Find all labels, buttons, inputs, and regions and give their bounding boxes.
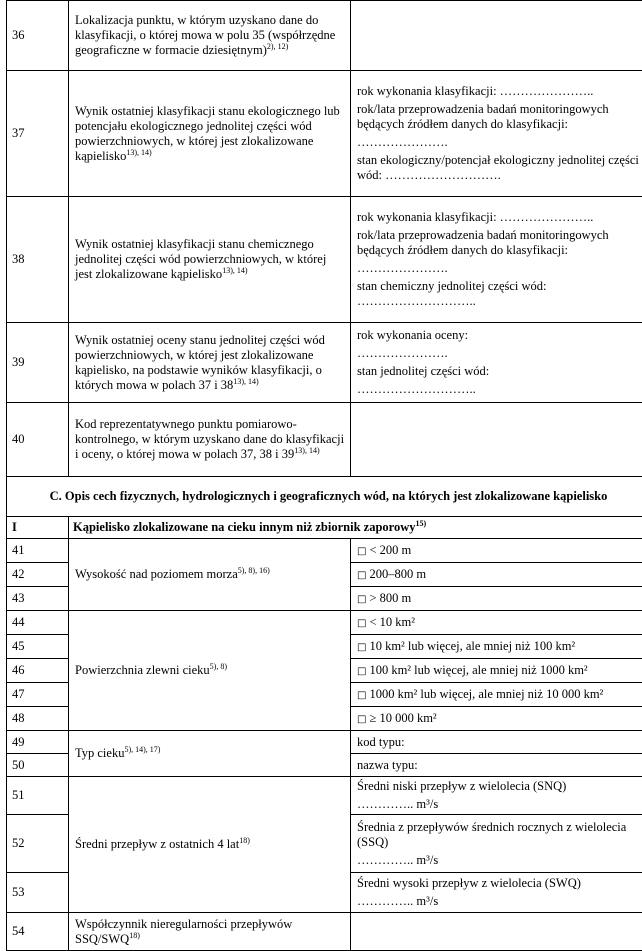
- field-number: [7, 197, 69, 323]
- field-row: [7, 197, 642, 323]
- value-line: Średni wysoki przepływ z wielolecia (SWQ): [357, 876, 642, 891]
- group-description: [69, 539, 351, 611]
- value-line: stan jednolitej części wód:: [357, 364, 642, 379]
- checkbox-option[interactable]: [357, 711, 437, 725]
- checkbox-label: 10 km² lub więcej, ale mniej niż 100 km²: [369, 639, 575, 653]
- field-description-text: Lokalizacja punktu, w którym uzyskano dane do klasyfikacji, o której mowa w polu 35 (współrzędne geograficzne w formacie dziesiętnym): [75, 13, 335, 57]
- subsection-number-text: I: [12, 520, 17, 534]
- checkbox-label: < 200 m: [369, 543, 411, 557]
- field-number: [7, 71, 69, 197]
- field-row: [7, 1, 642, 71]
- value-line: ………….. m³/s: [357, 797, 642, 812]
- field-value[interactable]: [351, 873, 642, 913]
- checkbox-option[interactable]: [357, 663, 588, 677]
- field-number: [7, 587, 69, 611]
- field-number-text: 52: [12, 836, 25, 850]
- checkbox-option[interactable]: [357, 639, 575, 653]
- field-description-text: Wynik ostatniej oceny stanu jednolitej części wód powierzchniowych, w której jest zlokalizowane kąpielisko, na podstawie wyników klasyfikacji, o których mowa w polach 37 i 38: [75, 333, 325, 392]
- field-number-text: 47: [12, 687, 25, 701]
- footnote-ref: 2), 12): [267, 42, 288, 51]
- field-value[interactable]: [351, 754, 642, 777]
- field-number: [7, 611, 69, 635]
- footnote-ref: 13), 14): [126, 147, 151, 156]
- value-line: rok/lata przeprowadzenia badań monitoringowych będących źródłem danych do klasyfikacji:: [357, 102, 642, 132]
- subsection-heading-row: [7, 517, 642, 539]
- checkbox-label: 200–800 m: [369, 567, 426, 581]
- form-table: [6, 0, 642, 951]
- field-value[interactable]: [351, 197, 642, 323]
- field-description-text: Współczynnik nieregularności przepływów SSQ/SWQ: [75, 917, 292, 946]
- field-value[interactable]: [351, 611, 642, 635]
- field-value[interactable]: [351, 777, 642, 815]
- field-number: [7, 1, 69, 71]
- field-number: [7, 873, 69, 913]
- field-number: [7, 777, 69, 815]
- field-number-text: 43: [12, 591, 25, 605]
- checkbox-icon[interactable]: □: [357, 642, 366, 653]
- field-number-text: 54: [12, 924, 25, 938]
- field-number: [7, 913, 69, 951]
- checkbox-icon[interactable]: □: [357, 570, 366, 581]
- section-heading-row: [7, 477, 642, 517]
- group-description: [69, 731, 351, 777]
- checkbox-option[interactable]: [357, 687, 603, 701]
- footnote-ref: 15): [416, 519, 427, 528]
- field-value[interactable]: [351, 683, 642, 707]
- value-label: nazwa typu:: [357, 758, 418, 772]
- footnote-ref: 13), 14): [222, 266, 247, 275]
- field-number-text: 45: [12, 639, 25, 653]
- value-line: rok wykonania oceny:: [357, 328, 642, 343]
- field-number: [7, 683, 69, 707]
- field-description: [69, 323, 351, 403]
- section-c-title: C. Opis cech fizycznych, hydrologicznych i geograficznych wód, na których jest zlokalizowane kąpielisko: [50, 489, 608, 503]
- value-line: ………………………..: [357, 382, 642, 397]
- value-label: kod typu:: [357, 735, 405, 749]
- field-number: [7, 707, 69, 731]
- field-number: [7, 815, 69, 873]
- field-number: [7, 635, 69, 659]
- checkbox-icon[interactable]: □: [357, 546, 366, 557]
- field-value[interactable]: [351, 659, 642, 683]
- field-number-text: 42: [12, 567, 25, 581]
- field-row: [7, 777, 642, 815]
- field-value[interactable]: [351, 1, 642, 71]
- checkbox-option[interactable]: [357, 567, 426, 581]
- field-number-text: 40: [12, 432, 25, 446]
- field-row: [7, 731, 642, 754]
- value-line: stan ekologiczny/potencjał ekologiczny jednolitej części wód: ……………………….: [357, 153, 642, 183]
- field-value[interactable]: [351, 815, 642, 873]
- checkbox-icon[interactable]: □: [357, 714, 366, 725]
- field-number: [7, 754, 69, 777]
- value-line: ………….. m³/s: [357, 894, 642, 909]
- value-line: Średni niski przepływ z wielolecia (SNQ): [357, 779, 642, 794]
- field-number: [7, 731, 69, 754]
- field-value[interactable]: [351, 913, 642, 951]
- subsection-title: [69, 517, 642, 539]
- checkbox-icon[interactable]: □: [357, 666, 366, 677]
- field-number-text: 49: [12, 735, 25, 749]
- field-number: [7, 563, 69, 587]
- value-line: ………………….: [357, 261, 642, 276]
- footnote-ref: 5), 14), 17): [124, 745, 160, 754]
- field-number: [7, 659, 69, 683]
- field-description: [69, 403, 351, 477]
- checkbox-option[interactable]: [357, 591, 411, 605]
- footnote-ref: 5), 8), 16): [238, 566, 270, 575]
- checkbox-icon[interactable]: □: [357, 690, 366, 701]
- value-line: stan chemiczny jednolitej części wód: ………………………..: [357, 279, 642, 309]
- checkbox-label: 100 km² lub więcej, ale mniej niż 1000 km²: [369, 663, 587, 677]
- field-description: [69, 913, 351, 951]
- field-description: [69, 71, 351, 197]
- value-line: rok/lata przeprowadzenia badań monitoringowych będących źródłem danych do klasyfikacji:: [357, 228, 642, 258]
- value-line: rok wykonania klasyfikacji: …………………..: [357, 210, 642, 225]
- value-line: ………………….: [357, 346, 642, 361]
- field-number-text: 41: [12, 543, 25, 557]
- field-description-text: Kod reprezentatywnego punktu pomiarowo-kontrolnego, w którym uzyskano dane do klasyfikacji i oceny, o której mowa w polach 37, 38 i 39: [75, 417, 344, 461]
- checkbox-label: < 10 km²: [369, 615, 415, 629]
- field-number-text: 46: [12, 663, 25, 677]
- field-number-text: 36: [12, 28, 25, 42]
- value-line: ………….. m³/s: [357, 853, 642, 868]
- field-number-text: 44: [12, 615, 25, 629]
- group-description-text: Typ cieku: [75, 746, 124, 760]
- footnote-ref: 5), 8): [210, 662, 227, 671]
- field-value[interactable]: [351, 403, 642, 477]
- field-number: [7, 403, 69, 477]
- subsection-title-text: Kąpielisko zlokalizowane na cieku innym niż zbiornik zaporowy: [73, 520, 416, 534]
- field-number-text: 37: [12, 126, 25, 140]
- group-description-text: Średni przepływ z ostatnich 4 lat: [75, 837, 239, 851]
- field-value[interactable]: [351, 539, 642, 563]
- form-document: [6, 0, 636, 951]
- field-number-text: 48: [12, 711, 25, 725]
- field-value[interactable]: [351, 635, 642, 659]
- footnote-ref: 13), 14): [233, 376, 258, 385]
- field-number-text: 39: [12, 355, 25, 369]
- section-c-heading: [7, 477, 642, 517]
- field-number: [7, 539, 69, 563]
- checkbox-label: ≥ 10 000 km²: [369, 711, 436, 725]
- field-value[interactable]: [351, 323, 642, 403]
- value-line: rok wykonania klasyfikacji: …………………..: [357, 84, 642, 99]
- field-description: [69, 1, 351, 71]
- field-description: [69, 197, 351, 323]
- footnote-ref: 18): [239, 836, 250, 845]
- field-number-text: 51: [12, 788, 25, 802]
- group-description: [69, 777, 351, 913]
- field-row: [7, 403, 642, 477]
- field-description-text: Wynik ostatniej klasyfikacji stanu chemicznego jednolitej części wód powierzchniowych, w której jest zlokalizowane kąpielisko: [75, 237, 326, 281]
- field-number-text: 38: [12, 252, 25, 266]
- field-description-text: Wynik ostatniej klasyfikacji stanu ekologicznego lub potencjału ekologicznego jednolitej części wód powierzchniowych, w której jest zlokalizowane kąpielisko: [75, 104, 340, 163]
- subsection-number: [7, 517, 69, 539]
- field-number-text: 50: [12, 758, 25, 772]
- field-number-text: 53: [12, 885, 25, 899]
- field-value[interactable]: [351, 707, 642, 731]
- value-line: ………………….: [357, 135, 642, 150]
- checkbox-icon[interactable]: □: [357, 618, 366, 629]
- field-row: [7, 323, 642, 403]
- field-value[interactable]: [351, 731, 642, 754]
- field-row: [7, 539, 642, 563]
- field-row: [7, 913, 642, 951]
- field-value[interactable]: [351, 563, 642, 587]
- group-description: [69, 611, 351, 731]
- field-value[interactable]: [351, 71, 642, 197]
- field-value[interactable]: [351, 587, 642, 611]
- field-row: [7, 611, 642, 635]
- field-number: [7, 323, 69, 403]
- checkbox-label: > 800 m: [369, 591, 411, 605]
- checkbox-label: 1000 km² lub więcej, ale mniej niż 10 000 km²: [369, 687, 603, 701]
- group-description-text: Powierzchnia zlewni cieku: [75, 663, 210, 677]
- value-line: Średnia z przepływów średnich rocznych z wielolecia (SSQ): [357, 820, 642, 850]
- checkbox-option[interactable]: [357, 615, 415, 629]
- footnote-ref: 18): [129, 930, 140, 939]
- field-row: [7, 71, 642, 197]
- checkbox-icon[interactable]: □: [357, 594, 366, 605]
- checkbox-option[interactable]: [357, 543, 411, 557]
- footnote-ref: 13), 14): [294, 446, 319, 455]
- form-table-body: [7, 1, 642, 951]
- group-description-text: Wysokość nad poziomem morza: [75, 567, 238, 581]
